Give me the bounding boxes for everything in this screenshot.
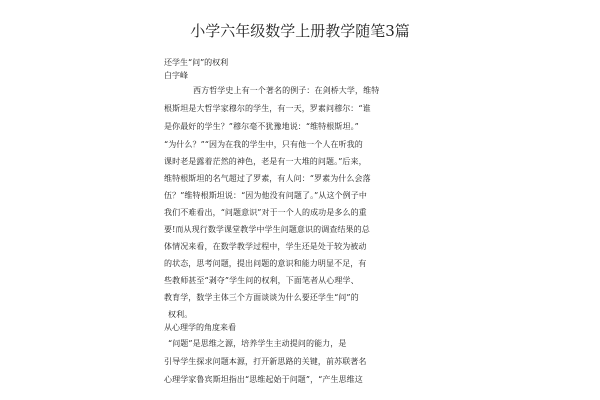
paragraph-line: 是你最好的学生？”穆尔毫不犹豫地说：“维特根斯坦。”: [164, 122, 359, 131]
document-title: 小学六年级数学上册教学随笔3篇: [190, 22, 410, 40]
author-name: 白字峰: [164, 71, 188, 80]
paragraph-line: 课时老是露着茫然的神色，老是有一大堆的问题。”后来，: [164, 157, 367, 166]
paragraph-line: 些教师甚至“剥夺”学生问的权利，下面笔者从心理学、: [164, 276, 359, 285]
paragraph-line: 要!而从现行数学课堂教学中学生问题意识的调查结果的总: [164, 225, 370, 234]
paragraph-line: 我们不难看出，“问题意识”对于一个人的成功是多么的重: [164, 208, 367, 217]
paragraph-line: 根斯坦是大哲学家穆尔的学生，有一天，罗素问穆尔：“谁: [164, 104, 371, 113]
paragraph-line: 西方哲学史上有一个著名的例子：在剑桥大学，维特: [193, 86, 380, 95]
paragraph-line: 权利。: [168, 310, 193, 319]
section-heading: 还学生“问”的权利: [164, 58, 229, 67]
paragraph-line: 心理学家鲁宾斯坦指出“思维起始于问题”，“产生思维这: [164, 375, 363, 384]
paragraph-line: 引导学生探求问题本源，打开新思路的关键，前苏联著名: [164, 357, 367, 366]
paragraph-line: 教育学，数学主体三个方面谈谈为什么要还学生“问”的: [164, 293, 359, 302]
paragraph-line: 伍？”维特根斯坦说：“因为他没有问题了。”从这个例子中: [164, 191, 367, 200]
section-heading: 从心理学的角度来看: [164, 323, 236, 332]
paragraph-line: “问题”是思维之源，培养学生主动提问的能力，是: [168, 339, 347, 348]
paragraph-line: 体情况来看，在数学教学过程中，学生还是处于较为被动: [164, 242, 367, 251]
paragraph-line: 的状态，思考问题，提出问题的意识和能力明显不足，有: [164, 259, 367, 268]
paragraph-line: 维特根斯坦的名气超过了罗素，有人问：“罗素为什么会落: [164, 174, 371, 183]
paragraph-line: “为什么？”“因为在我的学生中，只有他一个人在听我的: [164, 140, 363, 149]
